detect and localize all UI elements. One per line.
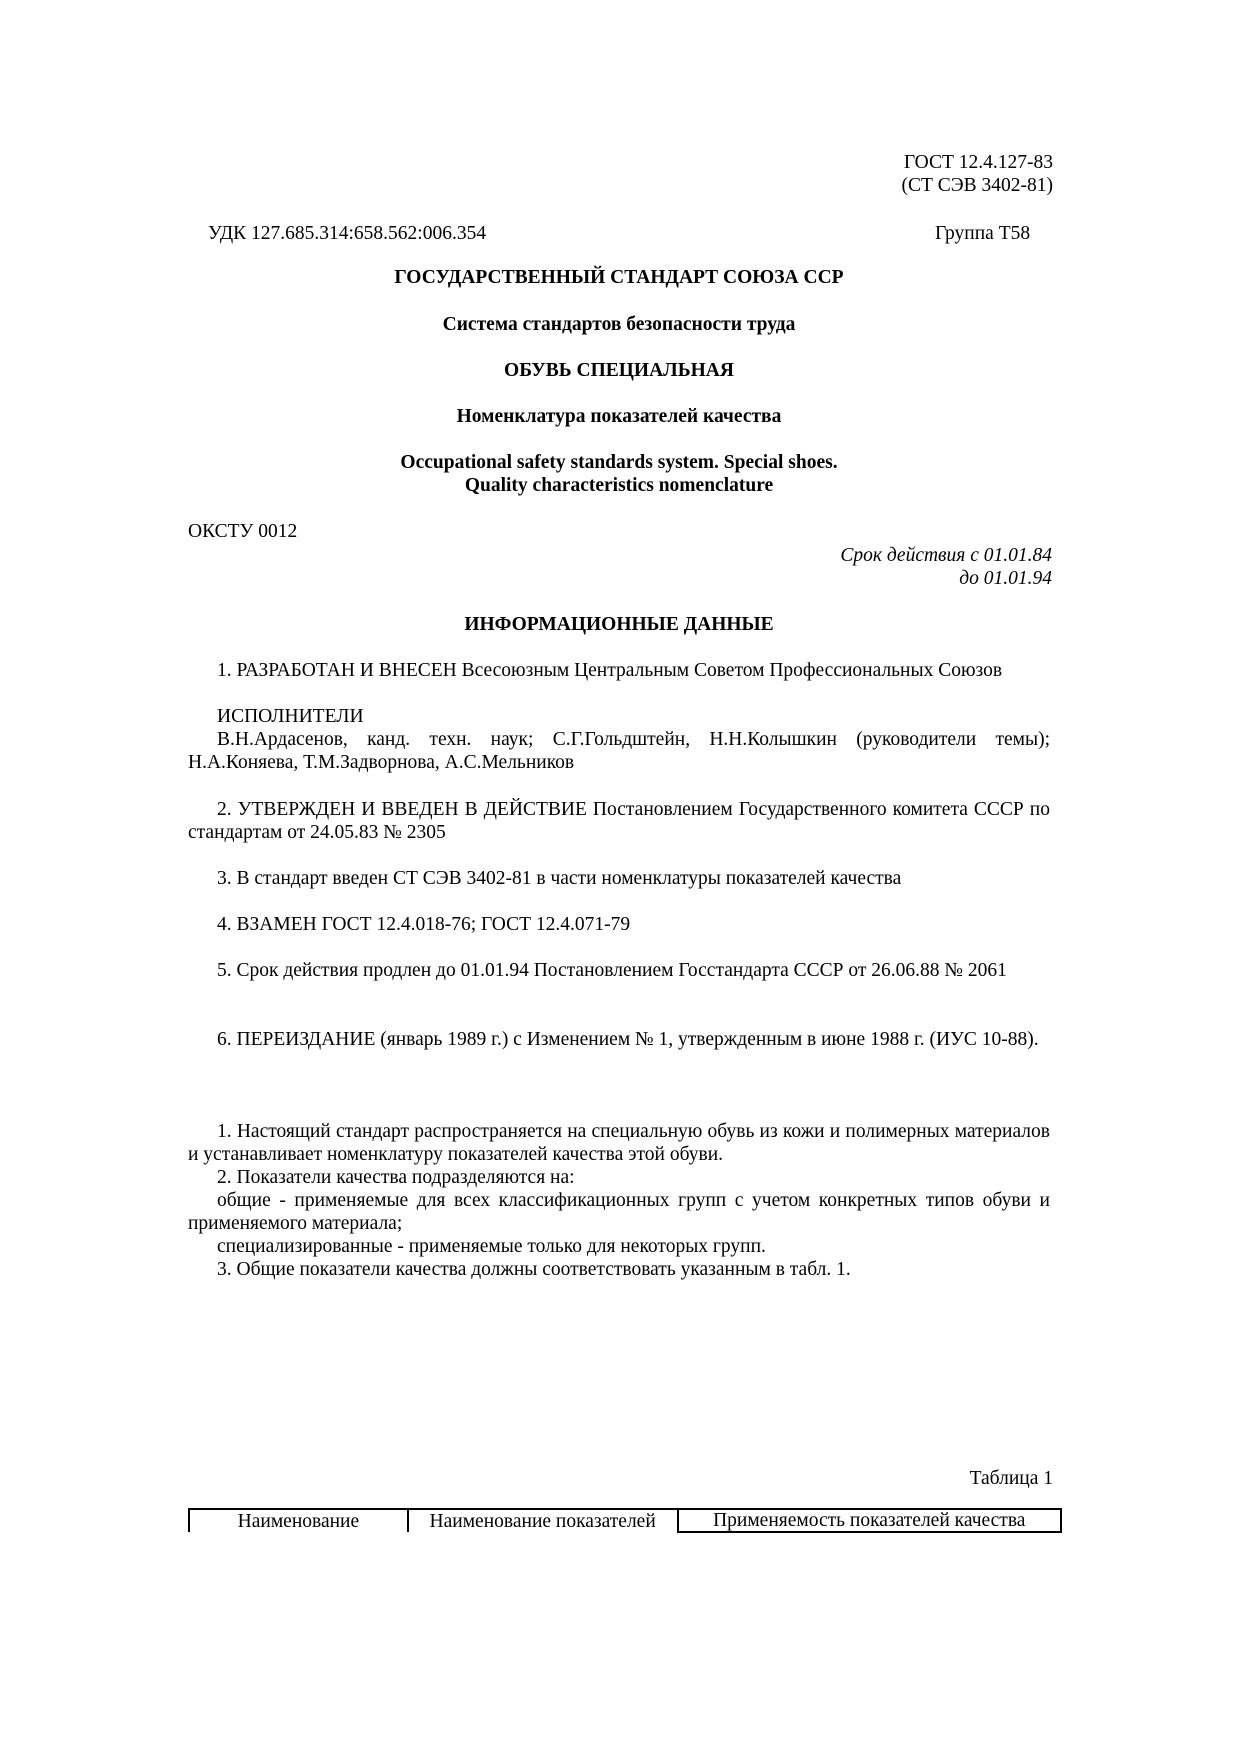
executors-label: ИСПОЛНИТЕЛИ — [217, 706, 364, 727]
executors-block — [188, 705, 1050, 774]
info-item-1-text: 1. РАЗРАБОТАН И ВНЕСЕН Всесоюзным Центральным Советом Профессиональных Союзов — [217, 660, 1003, 681]
table-header-cell: Наименование показателей — [408, 1509, 678, 1532]
subject-title: ОБУВЬ СПЕЦИАЛЬНАЯ — [504, 360, 734, 381]
table-caption: Таблица 1 — [969, 1468, 1053, 1489]
english-title-line2: Quality characteristics nomenclature — [464, 475, 774, 496]
info-item-6-text: 6. ПЕРЕИЗДАНИЕ (январь 1989 г.) с Изменением № 1, утвержденным в июне 1988 г. (ИУС 10-88). — [217, 1029, 1039, 1050]
nomenclature-title: Номенклатура показателей качества — [456, 406, 782, 427]
udk-code: УДК 127.685.314:658.562:006.354 — [208, 223, 487, 244]
executors-list: В.Н.Ардасенов, канд. техн. наук; С.Г.Гольдштейн, Н.Н.Колышкин (руководители темы); Н.А.Коняева, Т.М.Задворнова, А.С.Мельников — [188, 729, 1050, 773]
info-item-5-text: 5. Срок действия продлен до 01.01.94 Постановлением Госстандарта СССР от 26.06.88 № 2061 — [217, 960, 1007, 981]
group-code: Группа Т58 — [935, 223, 1031, 244]
body-paragraph-4: специализированные - применяемые только для некоторых групп. — [217, 1236, 766, 1257]
body-paragraph-5: 3. Общие показатели качества должны соответствовать указанным в табл. 1. — [217, 1259, 851, 1280]
body-paragraph-2: 2. Показатели качества подразделяются на: — [217, 1167, 575, 1188]
info-item-3-text: 3. В стандарт введен СТ СЭВ 3402-81 в части номенклатуры показателей качества — [217, 868, 902, 889]
body-paragraph-1: 1. Настоящий стандарт распространяется на специальную обувь из кожи и полимерных материалов и устанавливает номенклатуру показателей качества этой обуви. — [188, 1121, 1050, 1165]
info-heading: ИНФОРМАЦИОННЫЕ ДАННЫЕ — [464, 614, 774, 635]
st-sev-number: (СТ СЭВ 3402-81) — [901, 175, 1053, 196]
info-item-4-text: 4. ВЗАМЕН ГОСТ 12.4.018-76; ГОСТ 12.4.071-79 — [217, 914, 631, 935]
info-item-5 — [188, 959, 1050, 982]
quality-table — [188, 1508, 1062, 1533]
info-item-2-text: 2. УТВЕРЖДЕН И ВВЕДЕН В ДЕЙСТВИЕ Постановлением Государственного комитета СССР по стандартам от 24.05.83 № 2305 — [188, 799, 1050, 843]
english-title-line1: Occupational safety standards system. Special shoes. — [400, 452, 838, 473]
state-standard-title: ГОСУДАРСТВЕННЫЙ СТАНДАРТ СОЮЗА ССР — [394, 267, 844, 288]
info-item-1 — [188, 659, 1050, 682]
body-paragraph-3: общие - применяемые для всех классификационных групп с учетом конкретных типов обуви и применяемого материала; — [188, 1190, 1050, 1234]
validity-from: Срок действия с 01.01.84 — [840, 545, 1052, 566]
okstu-code: ОКСТУ 0012 — [188, 521, 298, 542]
info-item-2 — [188, 798, 1050, 844]
standard-body — [188, 1120, 1050, 1281]
info-item-6 — [188, 1028, 1050, 1051]
table-header-cell: Наименование — [189, 1509, 408, 1532]
table-header-cell: Применяемость показателей качества — [678, 1509, 1061, 1532]
table-header-row — [189, 1509, 1061, 1532]
info-item-4 — [188, 913, 1050, 936]
gost-number: ГОСТ 12.4.127-83 — [903, 152, 1053, 173]
system-title: Система стандартов безопасности труда — [442, 314, 796, 335]
validity-to: до 01.01.94 — [959, 568, 1052, 589]
info-item-3 — [188, 867, 1050, 890]
